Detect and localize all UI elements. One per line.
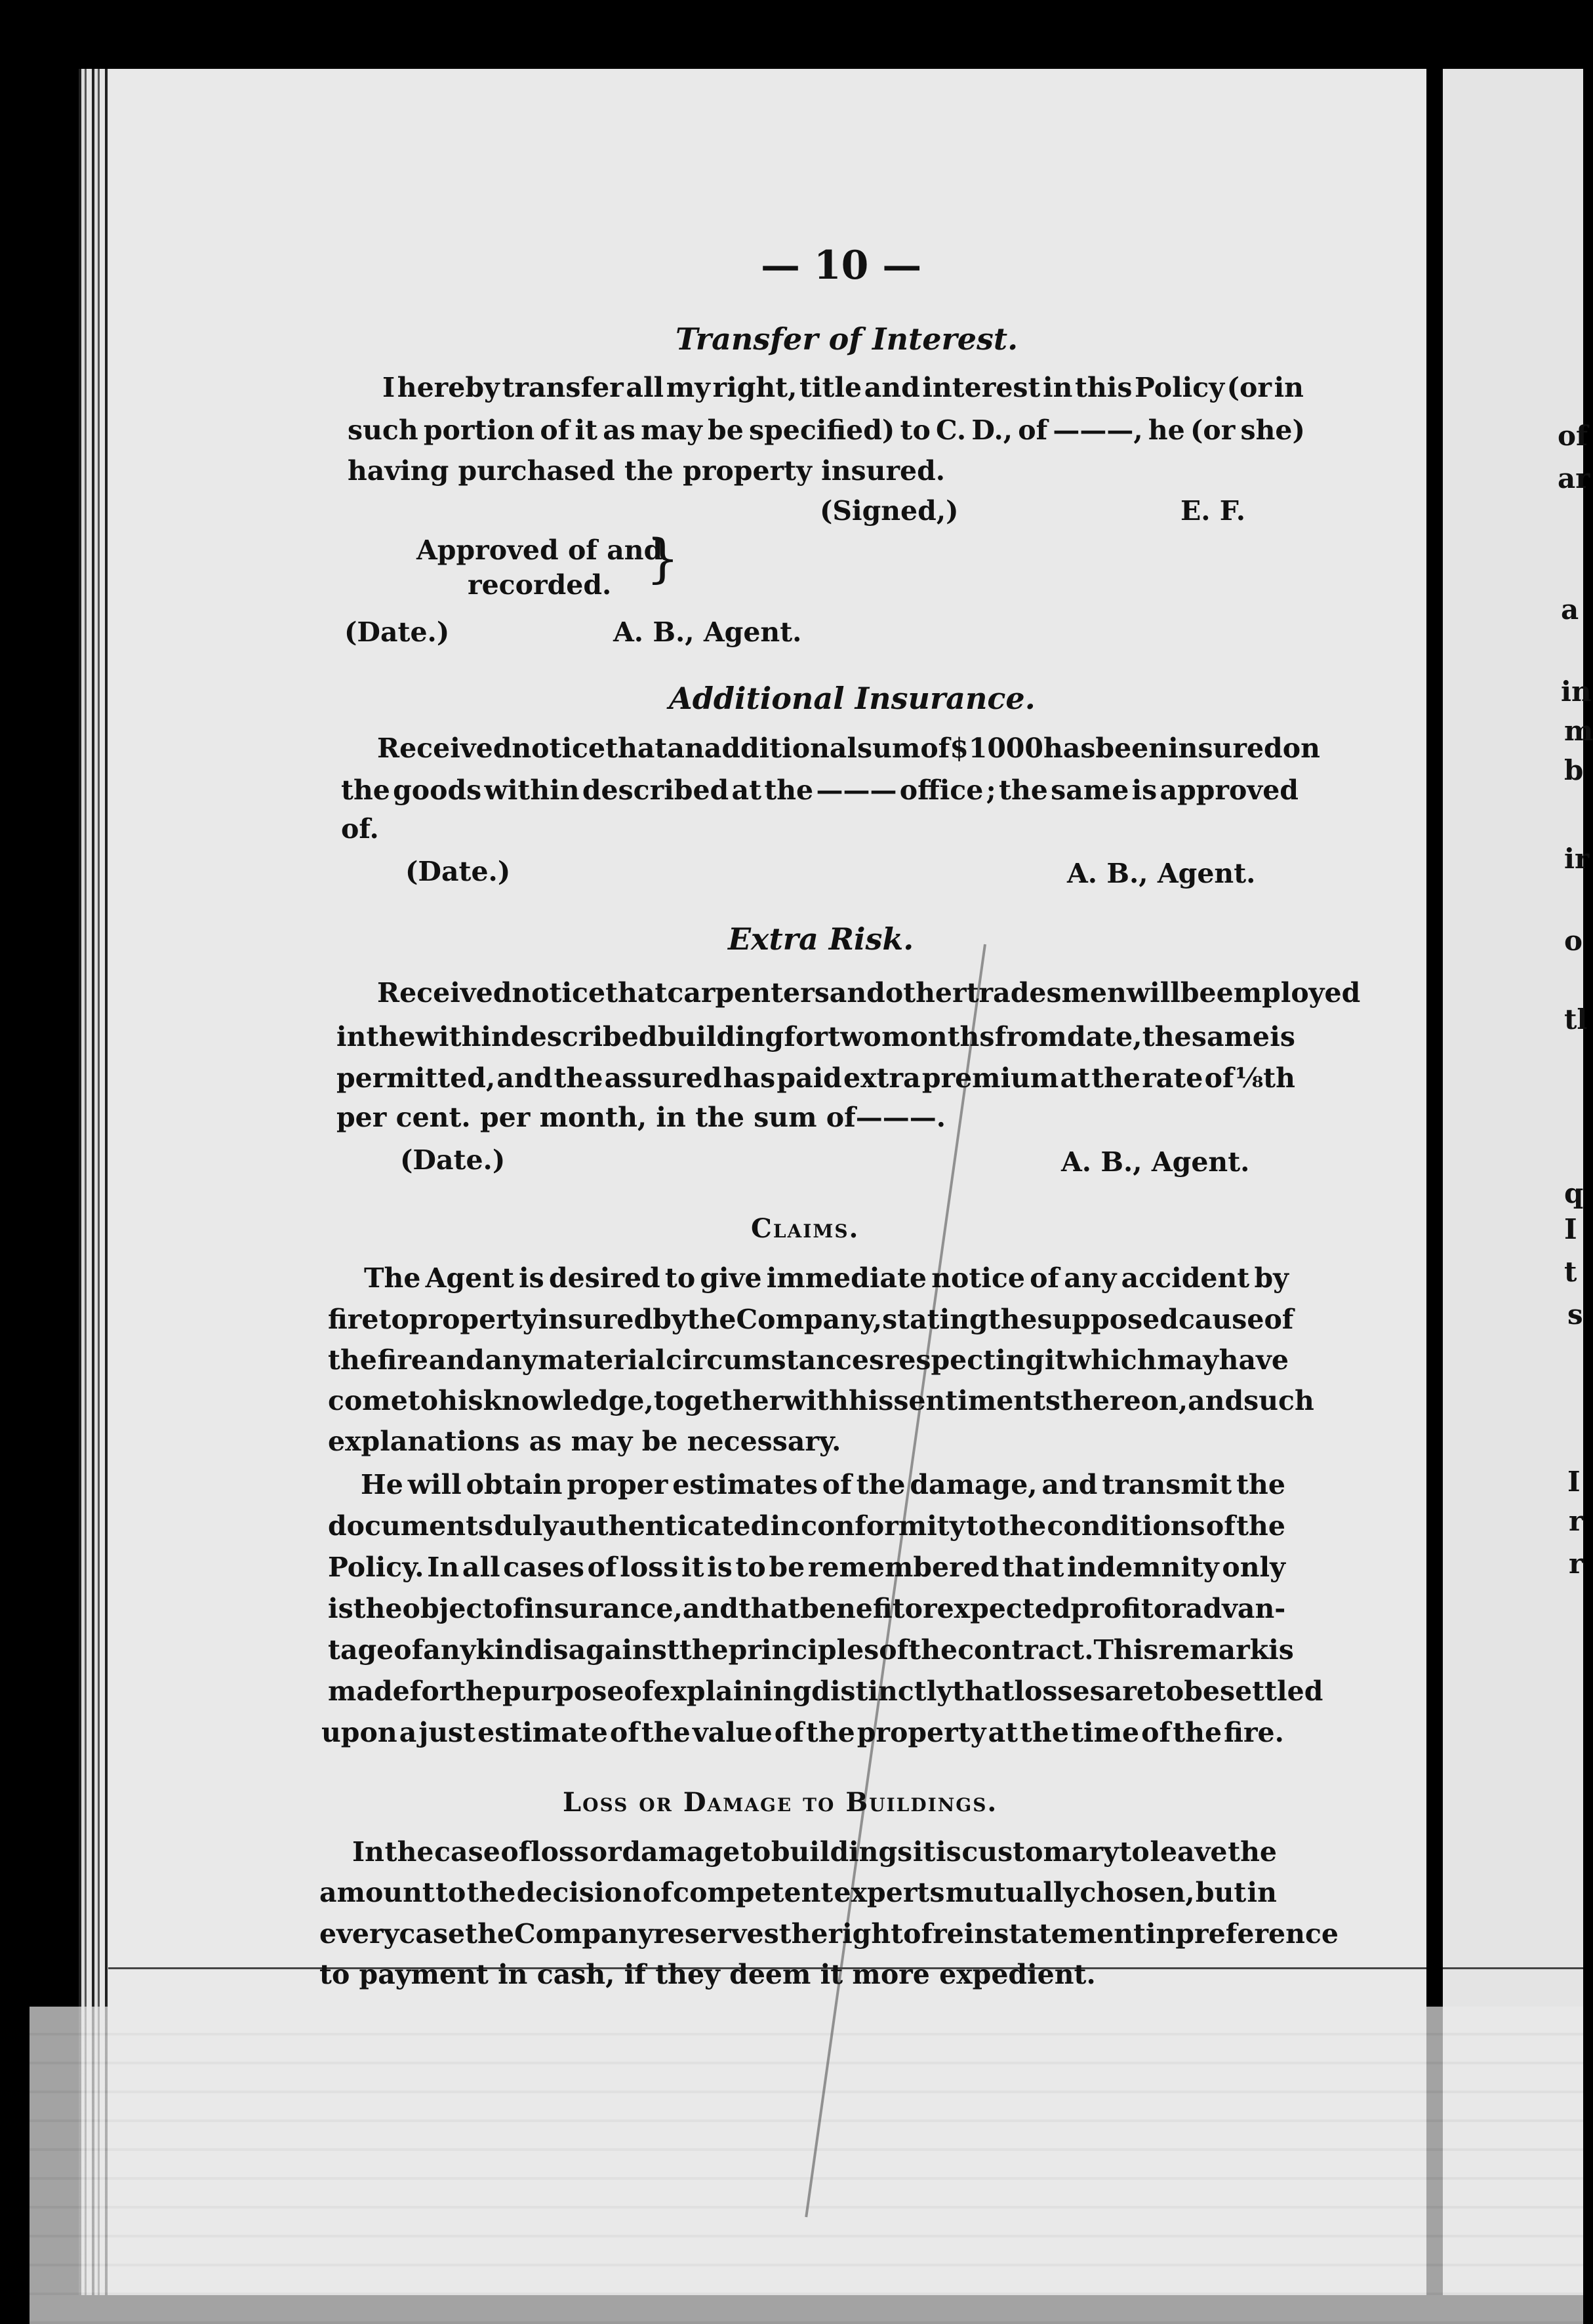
extra-date: (Date.) [400, 1144, 506, 1176]
claims-line-8: Policy. In all cases of loss it is to be remembered that indemnity only [328, 1552, 1285, 1583]
transfer-heading: Transfer of Interest. [676, 321, 1018, 357]
page-bottom-margin [30, 2007, 1583, 2324]
additional-agent: A. B., Agent. [1067, 858, 1256, 889]
additional-line-3: of. [341, 813, 379, 845]
brace-mark: } [646, 528, 679, 589]
additional-date: (Date.) [405, 856, 511, 887]
claims-line-12: upon a just estimate of the value of the property at the time of the fire. [321, 1717, 1284, 1748]
edge-text-8: o [1564, 925, 1583, 957]
edge-text-9: tl [1564, 1003, 1588, 1035]
extra-line-1: Received notice that carpenters and other tradesmen will be employed [377, 977, 1361, 1009]
claims-line-4: come to his knowledge, together with his sentiments thereon, and such [328, 1385, 1314, 1416]
edge-text-16: r [1569, 1548, 1584, 1580]
extra-agent: A. B., Agent. [1061, 1146, 1250, 1178]
page-number: — 10 — [761, 243, 922, 289]
extra-line-2: in the within described building for two months from date, the same is [336, 1021, 1295, 1052]
claims-line-5: explanations as may be necessary. [328, 1426, 841, 1457]
edge-text-7: ir [1564, 843, 1590, 875]
extra-line-4: per cent. per month, in the sum of———. [336, 1102, 946, 1133]
bottom-rule-right [1443, 1967, 1583, 1969]
adjacent-page-edge [1443, 69, 1583, 2295]
transfer-agent: A. B., Agent. [613, 616, 802, 648]
loss-line-3: every case the Company reserves the right of reinstatement in preference [319, 1918, 1339, 1950]
loss-line-1: In the case of loss or damage to buildings it is customary to leave the [352, 1836, 1277, 1868]
claims-line-10: tage of any kind is against the principles of the contract. This remark is [328, 1634, 1294, 1666]
claims-line-7: documents duly authenticated in conformity to the conditions of the [328, 1510, 1285, 1542]
additional-line-2: the goods within described at the ——— office ; the same is approved [341, 774, 1299, 806]
transfer-signer: E. F. [1180, 495, 1246, 527]
transfer-line-3: having purchased the property insured. [348, 455, 946, 487]
edge-text-2: ar [1558, 462, 1590, 494]
loss-line-4: to payment in cash, if they deem it more expedient. [319, 1959, 1096, 1990]
transfer-approved-2: recorded. [468, 569, 612, 601]
claims-line-11: made for the purpose of explaining distinctly that losses are to be settled [328, 1675, 1323, 1707]
transfer-date: (Date.) [344, 616, 450, 648]
edge-text-14: I [1567, 1466, 1581, 1498]
edge-text-5: m [1564, 715, 1593, 747]
claims-heading: Claims. [751, 1213, 860, 1244]
additional-heading: Additional Insurance. [669, 681, 1036, 716]
transfer-approved-1: Approved of and [416, 534, 663, 566]
loss-line-2: amount to the decision of competent experts mutually chosen, but in [319, 1877, 1277, 1908]
claims-line-6: He will obtain proper estimates of the damage, and transmit the [361, 1469, 1285, 1500]
transfer-line-1: I hereby transfer all my right, title and interest in this Policy (or in [382, 372, 1304, 403]
claims-line-3: the fire and any material circumstances respecting it which may have [328, 1344, 1289, 1376]
claims-line-1: The Agent is desired to give immediate notice of any accident by [364, 1262, 1289, 1294]
transfer-line-2: such portion of it as may be specified) to C. D., of ———, he (or she) [348, 414, 1305, 446]
additional-line-1: Received notice that an additional sum of $1000 has been insured on [377, 732, 1320, 764]
edge-text-4: in [1561, 675, 1592, 708]
loss-heading: Loss or Damage to Buildings. [563, 1787, 998, 1818]
edge-text-15: r [1569, 1505, 1584, 1537]
edge-text-1: of [1558, 420, 1588, 452]
edge-text-6: b [1564, 754, 1584, 786]
edge-text-13: s [1567, 1298, 1583, 1331]
edge-text-3: a [1561, 593, 1579, 626]
claims-line-2: fire to property insured by the Company, stating the supposed cause of [328, 1304, 1294, 1335]
edge-text-11: I [1564, 1213, 1577, 1245]
edge-text-12: t [1564, 1256, 1577, 1288]
edge-text-10: q [1564, 1177, 1584, 1209]
extra-heading: Extra Risk. [728, 921, 914, 957]
extra-line-3: permitted, and the assured has paid extra premium at the rate of ⅛th [336, 1062, 1295, 1094]
claims-line-9: is the object of insurance, and that benefit or expected profit or advan- [328, 1593, 1286, 1624]
transfer-signed: (Signed,) [820, 495, 959, 527]
